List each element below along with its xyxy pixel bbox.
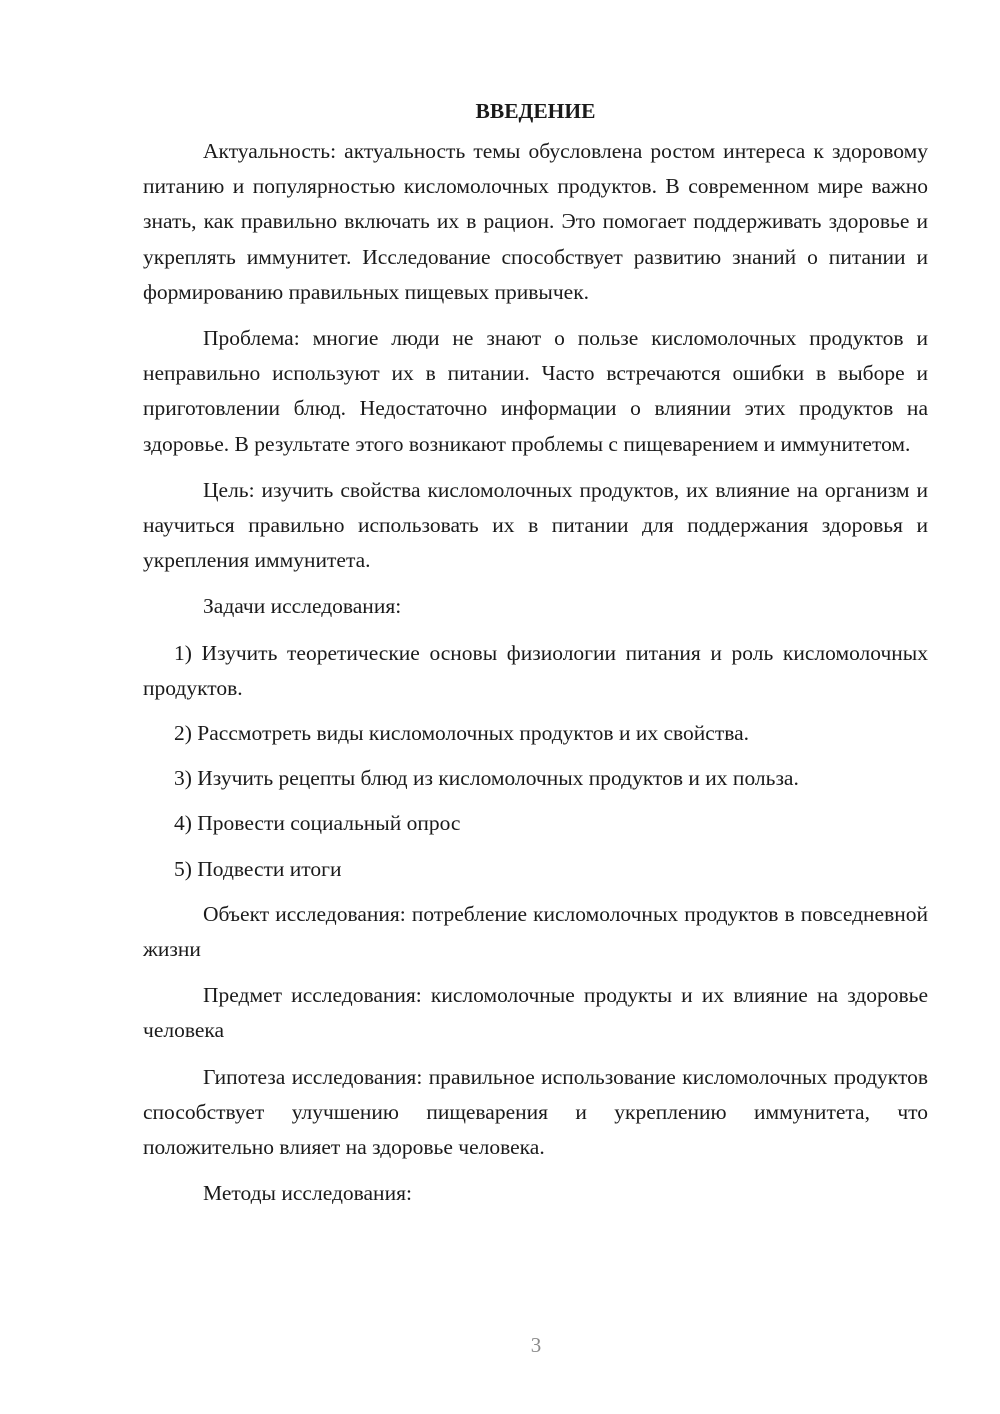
page-content xyxy=(143,96,928,1222)
methods-heading: Методы исследования: xyxy=(203,1181,412,1206)
task-item-2: 2) Рассмотреть виды кисломолочных продуктов и их свойства. xyxy=(174,721,749,746)
goal-paragraph: Цель: изучить свойства кисломолочных продуктов, их влияние на организм и научиться правильно использовать их в питании для поддержания здоровья и укрепления иммунитета. xyxy=(143,477,928,573)
subject-paragraph: Предмет исследования: кисломолочные продукты и их влияние на здоровье человека xyxy=(143,983,928,1043)
task-item-5: 5) Подвести итоги xyxy=(174,856,342,881)
object-paragraph: Объект исследования: потребление кисломолочных продуктов в повседневной жизни xyxy=(143,901,928,962)
task-item-1: 1) Изучить теоретические основы физиологии питания и роль кисломолочных продуктов. xyxy=(143,640,928,700)
task-item-3: 3) Изучить рецепты блюд из кисломолочных продуктов и их польза. xyxy=(174,766,799,791)
page-title: ВВЕДЕНИЕ xyxy=(475,99,596,123)
page-number: 3 xyxy=(530,1333,542,1357)
task-item-4: 4) Провести социальный опрос xyxy=(174,811,461,836)
relevance-paragraph: Актуальность: актуальность темы обусловлена ростом интереса к здоровому питанию и популярностью кисломолочных продуктов. В современном мире важно знать, как правильно включать их в рацион. Это помогает поддерживать здоровье и укреплять иммунитет. Исследование способствует развитию знаний о питании и формированию правильных пищевых привычек. xyxy=(143,139,928,304)
hypothesis-paragraph: Гипотеза исследования: правильное использование кисломолочных продуктов способствует улучшению пищеварения и укреплению иммунитета, что положительно влияет на здоровье человека. xyxy=(143,1064,928,1160)
problem-paragraph: Проблема: многие люди не знают о пользе кисломолочных продуктов и неправильно используют их в питании. Часто встречаются ошибки в выборе и приготовлении блюд. Недостаточно информации о влиянии этих продуктов на здоровье. В результате этого возникают проблемы с пищеварением и иммунитетом. xyxy=(143,326,928,456)
tasks-heading: Задачи исследования: xyxy=(203,594,402,619)
